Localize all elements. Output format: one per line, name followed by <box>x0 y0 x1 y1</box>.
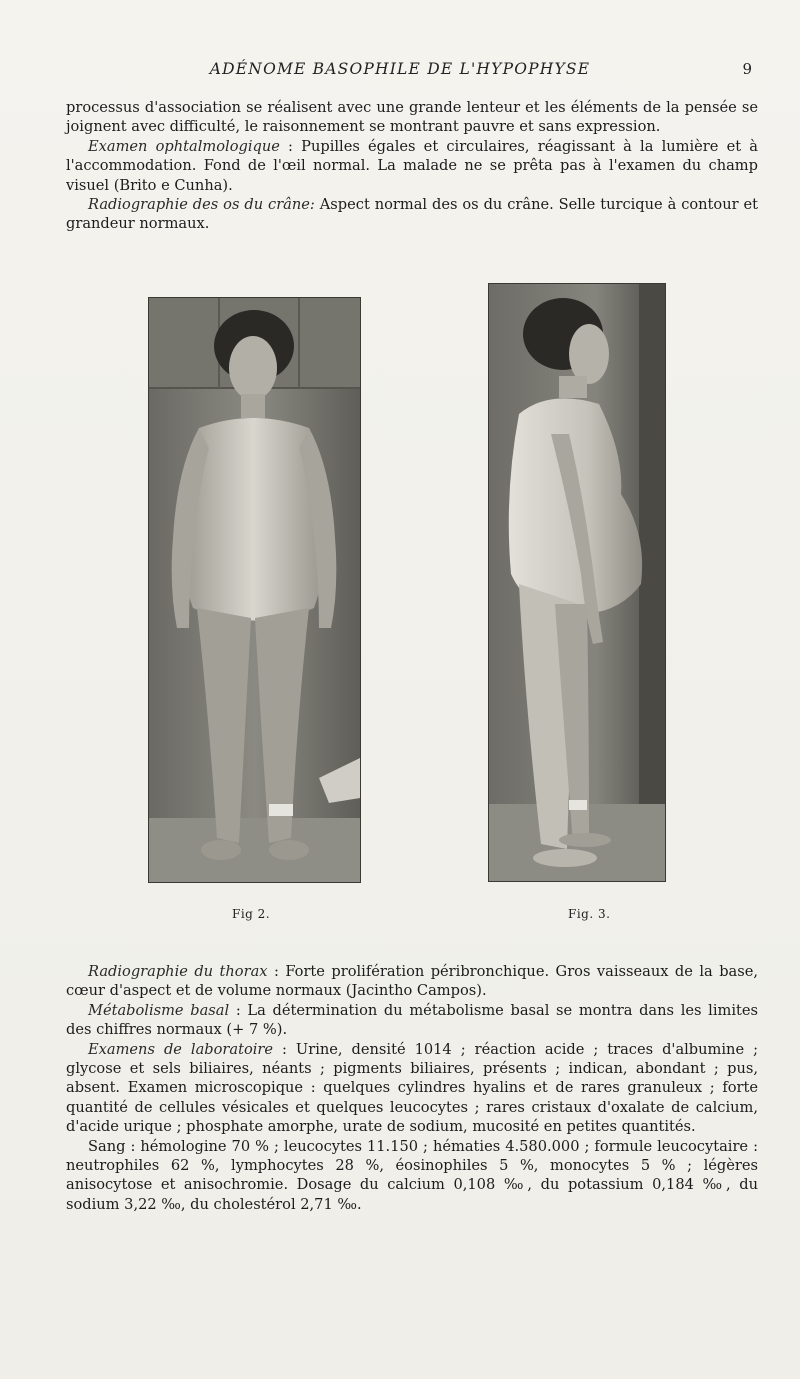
figure-3-caption: Fig. 3. <box>568 907 611 921</box>
figure-2-caption: Fig 2. <box>232 907 271 921</box>
section-lead-thorax-radiography: Radiographie du thorax <box>88 963 268 980</box>
figure-2-photograph <box>149 298 360 882</box>
paragraph-skull-radiography <box>66 195 758 234</box>
section-lead-skull-radiography: Radiographie des os du crâne: <box>88 196 315 214</box>
running-head <box>0 60 800 82</box>
figure-3-image <box>489 284 665 881</box>
paragraph-text: : Forte prolifération péribronchique. Gros vaisseaux de la base, cœur d'aspect et de volume normaux (Jacintho Campos). <box>66 963 758 1000</box>
paragraph-text: : Pupilles égales et circulaires, réagissant à la lumière et à l'accommodation. Fond de l'œil normal. La malade ne se prêta pas à l'examen du champ visuel (Brito e Cunha). <box>66 137 758 194</box>
paragraph-ophthalmology <box>66 137 758 195</box>
paragraph-association <box>66 98 758 137</box>
paragraph-text: : La détermination du métabolisme basal se montra dans les limites des chiffres normaux (+ 7 %). <box>66 1001 758 1039</box>
bottom-text-block <box>66 962 758 1214</box>
paragraph-blood-results <box>66 1137 758 1215</box>
paragraph-text: : Urine, densité 1014 ; réaction acide ; traces d'albumine ; glycose et sels biliaires, néants ; pigments biliaires, présents ; indican, abondant ; pus, absent. Examen microscopique : quelques cylindres hyalins et de rares granuleux ; forte quantité de cellules vésicales et quelques leucocytes ; rares cristaux d'oxalate de calcium, d'acide urique ; phosphate amorphe, urate de sodium, mucosité en petites quantités. <box>66 1040 759 1136</box>
paragraph-text: processus d'association se réalisent avec une grande lenteur et les éléments de la pensée se joignent avec difficulté, le raisonnement se montrant pauvre et sans expression. <box>66 99 758 136</box>
paragraph-text: Sang : hémologine 70 % ; leucocytes 11.150 ; hématies 4.580.000 ; formule leucocytaire : neutrophiles 62 %, lymphocytes 28 %, éosinophiles 5 %, monocytes 5 % ; légères anisocytose et anisochromie. Dosage du calcium 0,108 ‰, du potassium 0,184 ‰, du sodium 3,22 ‰, du cholestérol 2,71 ‰. <box>66 1137 758 1213</box>
top-text-block <box>66 98 758 234</box>
section-lead-basal-metabolism: Métabolisme basal <box>88 1001 230 1019</box>
paragraph-thorax-radiography <box>66 962 758 1001</box>
paragraph-basal-metabolism <box>66 1001 758 1040</box>
figure-3-photograph <box>489 284 665 881</box>
paragraph-laboratory-exams <box>66 1040 758 1137</box>
running-title: ADÉNOME BASOPHILE DE L'HYPOPHYSE <box>209 60 591 78</box>
page-number: 9 <box>742 60 752 78</box>
section-lead-laboratory-exams: Examens de laboratoire <box>88 1040 274 1058</box>
figure-2-image <box>149 298 360 882</box>
paragraph-text: Aspect normal des os du crâne. Selle turcique à contour et grandeur normaux. <box>66 196 758 233</box>
section-lead-ophthalmology: Examen ophtalmologique <box>88 137 280 155</box>
